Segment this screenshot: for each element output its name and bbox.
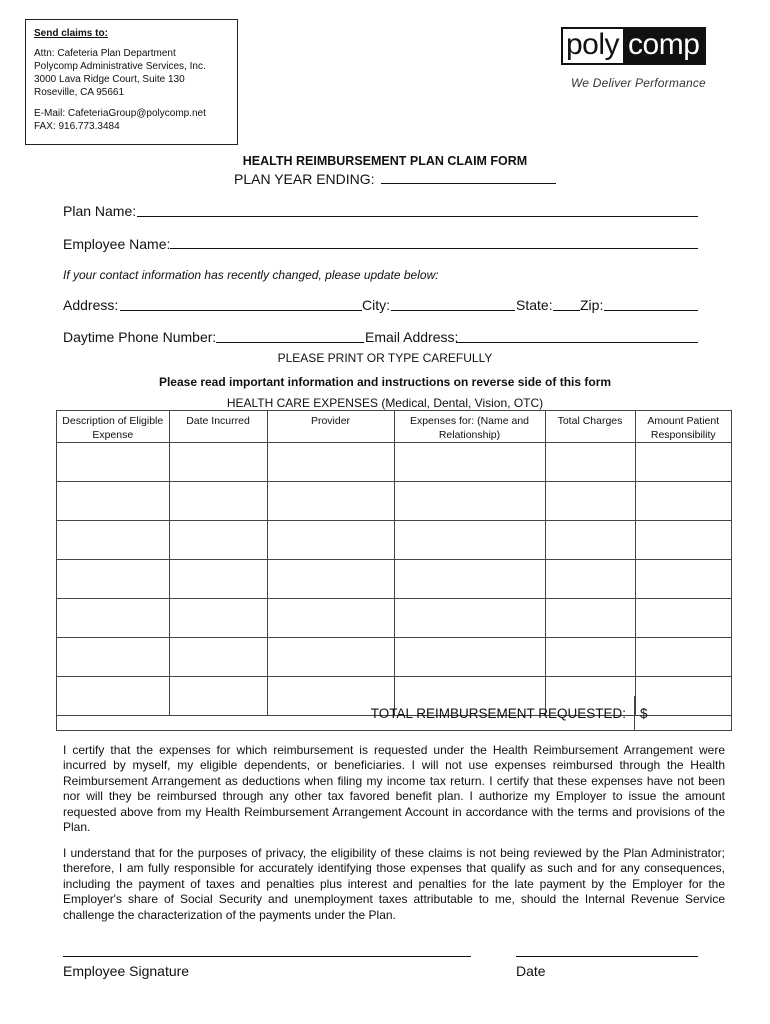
column-header-total-charges: Total Charges [545, 411, 635, 443]
employee-name-label: Employee Name: [63, 236, 171, 252]
employee-signature-label: Employee Signature [63, 963, 190, 979]
contact-email: E-Mail: CafeteriaGroup@polycomp.net [34, 108, 206, 119]
email-label: Email Address: [365, 329, 459, 345]
table-cell[interactable] [394, 638, 545, 677]
zip-field[interactable] [604, 310, 698, 311]
address-label: Address: [63, 297, 119, 313]
column-header-description: Description of Eligible Expense [57, 411, 169, 443]
table-cell[interactable] [169, 560, 267, 599]
phone-label: Daytime Phone Number: [63, 329, 217, 345]
total-reimbursement-label: TOTAL REIMBURSEMENT REQUESTED: [370, 706, 626, 721]
table-row [57, 482, 731, 521]
logo-part-comp: comp [623, 29, 704, 63]
total-reimbursement-field[interactable] [634, 706, 648, 721]
table-cell[interactable] [394, 443, 545, 482]
column-header-expenses-for: Expenses for: (Name and Relationship) [394, 411, 545, 443]
table-cell[interactable] [394, 482, 545, 521]
table-cell[interactable] [57, 443, 169, 482]
currency-symbol: $ [640, 706, 648, 721]
table-cell[interactable] [545, 560, 635, 599]
address-field[interactable] [120, 310, 362, 311]
table-cell[interactable] [57, 521, 169, 560]
table-cell[interactable] [545, 599, 635, 638]
plan-year-field[interactable] [381, 183, 556, 184]
plan-name-field[interactable] [137, 216, 698, 217]
address-line: Attn: Cafeteria Plan Department [34, 48, 176, 59]
table-cell[interactable] [169, 599, 267, 638]
city-label: City: [362, 297, 390, 313]
polycomp-logo [561, 27, 706, 65]
column-header-provider: Provider [267, 411, 394, 443]
form-title: HEALTH REIMBURSEMENT PLAN CLAIM FORM [242, 154, 528, 168]
table-row [57, 443, 731, 482]
table-cell[interactable] [635, 521, 731, 560]
table-row [57, 560, 731, 599]
table-cell[interactable] [545, 638, 635, 677]
certification-paragraph: I certify that the expenses for which reimbursement is requested under the Health Reimbursement Arrangement were incurred by myself, my eligible dependents, or beneficiaries. I will not use expenses reimbursed through the Health Reimbursement Arrangement as deductions when filing my income tax return. I certify that these expenses have not been nor will they be reimbursed through any other tax favored benefit plan. I authorize my Employer to issue the amount requested above from my Health Reimbursement Arrangement Account in accordance with the terms and provisions of the Plan. [63, 743, 725, 835]
table-cell[interactable] [545, 443, 635, 482]
privacy-paragraph: I understand that for the purposes of privacy, the eligibility of these claims is not being reviewed by the Plan Administrator; therefore, I am fully responsible for accurately identifying those expenses that qualify as such and for any consequences, including the payment of taxes and penalties plus interest and penalties for the late payment by the Employer for the Employer's share of Social Security and unemployment taxes attributable to me, should the Internal Revenue Service challenge the characterization of the payments under the Plan. [63, 846, 725, 922]
logo-tagline: We Deliver Performance [571, 76, 706, 90]
email-field[interactable] [456, 342, 698, 343]
send-claims-box [25, 19, 238, 145]
employee-signature-field[interactable] [63, 956, 471, 957]
column-header-patient-responsibility: Amount Patient Responsibility [635, 411, 731, 443]
state-label: State: [516, 297, 553, 313]
contact-update-note: If your contact information has recently changed, please update below: [63, 268, 439, 282]
table-cell[interactable] [267, 560, 394, 599]
table-cell[interactable] [635, 599, 731, 638]
table-cell[interactable] [635, 443, 731, 482]
logo-part-poly: poly [563, 29, 623, 63]
column-header-date: Date Incurred [169, 411, 267, 443]
table-cell[interactable] [635, 482, 731, 521]
instructions-note: Please read important information and instructions on reverse side of this form [158, 375, 612, 389]
expenses-section-title: HEALTH CARE EXPENSES (Medical, Dental, Vision, OTC) [226, 396, 544, 410]
table-row [57, 638, 731, 677]
address-line: 3000 Lava Ridge Court, Suite 130 [34, 74, 185, 85]
table-cell[interactable] [394, 521, 545, 560]
table-cell[interactable] [267, 521, 394, 560]
table-cell[interactable] [57, 638, 169, 677]
print-note: PLEASE PRINT OR TYPE CAREFULLY [277, 351, 493, 365]
date-label: Date [516, 963, 546, 979]
phone-field[interactable] [216, 342, 364, 343]
table-cell[interactable] [267, 443, 394, 482]
address-line: Polycomp Administrative Services, Inc. [34, 61, 206, 72]
table-cell[interactable] [267, 599, 394, 638]
table-cell[interactable] [57, 482, 169, 521]
city-field[interactable] [391, 310, 515, 311]
zip-label: Zip: [580, 297, 604, 313]
table-cell[interactable] [57, 560, 169, 599]
table-cell[interactable] [394, 599, 545, 638]
send-claims-heading: Send claims to: [34, 28, 108, 39]
plan-name-label: Plan Name: [63, 203, 137, 219]
table-cell[interactable] [545, 482, 635, 521]
table-cell[interactable] [169, 638, 267, 677]
table-row [57, 521, 731, 560]
plan-year-label: PLAN YEAR ENDING: [234, 171, 375, 187]
table-cell[interactable] [267, 638, 394, 677]
address-line: Roseville, CA 95661 [34, 87, 125, 98]
total-reimbursement-row [56, 696, 732, 731]
table-cell[interactable] [169, 443, 267, 482]
table-row [57, 599, 731, 638]
table-header-row [57, 411, 731, 443]
table-cell[interactable] [635, 560, 731, 599]
table-cell[interactable] [267, 482, 394, 521]
total-divider [634, 696, 635, 731]
table-cell[interactable] [635, 638, 731, 677]
date-field[interactable] [516, 956, 698, 957]
state-field[interactable] [553, 310, 580, 311]
expenses-table [56, 410, 732, 731]
table-cell[interactable] [169, 482, 267, 521]
table-cell[interactable] [394, 560, 545, 599]
table-cell[interactable] [545, 521, 635, 560]
contact-fax: FAX: 916.773.3484 [34, 121, 120, 132]
employee-name-field[interactable] [170, 248, 698, 249]
table-cell[interactable] [57, 599, 169, 638]
table-cell[interactable] [169, 521, 267, 560]
